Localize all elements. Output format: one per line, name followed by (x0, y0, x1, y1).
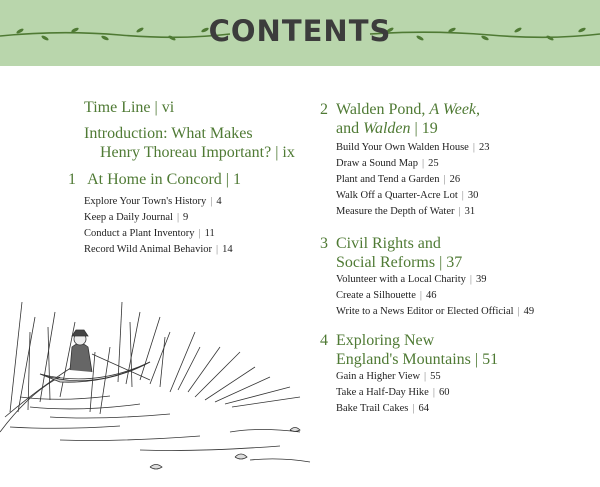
chapter-number: 1 (68, 171, 76, 188)
item-page: 39 (475, 274, 487, 285)
toc-introduction-line1: Introduction: What Makes (84, 125, 253, 142)
chapter-title-line1: Exploring New (336, 332, 435, 349)
chapter-title-italic: A Week, (429, 101, 481, 118)
item-label: Draw a Sound Map (336, 158, 418, 169)
chapter-number: 4 (320, 332, 328, 349)
chapter-number: 2 (320, 101, 328, 118)
page-title: CONTENTS (208, 14, 392, 48)
separator: | (419, 290, 422, 301)
toc-chapter-2[interactable] (320, 100, 480, 138)
item-page: 4 (216, 196, 222, 207)
chapter-title-part: and (336, 120, 364, 137)
toc-item[interactable] (84, 227, 215, 240)
chapter-title-part: Walden Pond, (336, 101, 430, 118)
separator: | (461, 190, 464, 201)
item-label: Measure the Depth of Water (336, 206, 455, 217)
item-page: 49 (523, 306, 535, 317)
separator: | (198, 228, 201, 239)
separator: | (469, 274, 472, 285)
item-page: 64 (418, 403, 429, 414)
toc-introduction[interactable] (84, 124, 295, 162)
item-label: Volunteer with a Local Charity (336, 274, 466, 285)
item-page: 30 (467, 190, 479, 201)
item-label: Conduct a Plant Inventory (84, 228, 195, 239)
item-label: Record Wild Animal Behavior (84, 244, 212, 255)
separator: | (215, 244, 219, 255)
item-page: 9 (183, 212, 189, 223)
item-label: Build Your Own Walden House (336, 142, 469, 153)
item-label: Take a Half-Day Hike (336, 387, 429, 398)
toc-chapter-3[interactable] (320, 234, 462, 272)
item-page: 25 (428, 158, 439, 169)
separator: | (432, 387, 435, 398)
toc-item[interactable] (84, 195, 222, 208)
item-label: Walk Off a Quarter-Acre Lot (336, 190, 458, 201)
separator: | (517, 306, 520, 317)
separator: | (210, 196, 213, 207)
toc-item[interactable] (336, 402, 429, 415)
toc-item[interactable] (336, 173, 460, 186)
chapter-title-line2: Social Reforms | 37 (336, 254, 463, 271)
item-label: Keep a Daily Journal (84, 212, 173, 223)
toc-item[interactable] (336, 386, 449, 399)
toc-chapter-1[interactable] (68, 170, 241, 189)
item-page: 31 (464, 206, 476, 217)
item-page: 60 (438, 387, 450, 398)
chapter-number: 3 (320, 235, 328, 252)
separator: | (424, 371, 427, 382)
toc-timeline[interactable]: Time Line | vi (84, 99, 175, 116)
chapter-title-line1: Civil Rights and (336, 235, 441, 252)
toc-item[interactable] (336, 273, 486, 286)
toc-item[interactable] (336, 289, 437, 302)
item-label: Gain a Higher View (336, 371, 421, 382)
toc-item[interactable] (336, 157, 439, 170)
chapter-title-line2: England's Mountains | 51 (336, 351, 499, 368)
item-label: Bake Trail Cakes (336, 403, 409, 414)
item-page: 55 (430, 371, 441, 382)
separator: | (472, 142, 475, 153)
toc-introduction-line2: Henry Thoreau Important? | ix (100, 144, 295, 161)
toc-item[interactable] (84, 211, 188, 224)
toc-item[interactable] (336, 370, 441, 383)
item-page: 23 (478, 142, 490, 153)
toc-item[interactable] (336, 205, 475, 218)
item-page: 46 (426, 290, 437, 301)
item-label: Plant and Tend a Garden (336, 174, 440, 185)
item-page: 14 (222, 244, 233, 255)
item-label: Write to a News Editor or Elected Official (336, 306, 514, 317)
separator: | (412, 403, 415, 414)
canoe-illustration (0, 292, 320, 487)
separator: | (176, 212, 180, 223)
item-label: Explore Your Town's History (84, 196, 207, 207)
separator: | (458, 206, 461, 217)
item-page: 26 (449, 174, 461, 185)
toc-item[interactable] (336, 305, 534, 318)
toc-item[interactable] (336, 141, 489, 154)
toc-item[interactable] (84, 243, 233, 256)
chapter-title-part: | 19 (410, 120, 438, 137)
item-page: 11 (204, 228, 215, 239)
toc-item[interactable] (336, 189, 478, 202)
separator: | (421, 158, 425, 169)
item-label: Create a Silhouette (336, 290, 416, 301)
chapter-title-italic: Walden (363, 120, 411, 137)
separator: | (443, 174, 446, 185)
chapter-title: At Home in Concord | 1 (87, 171, 241, 188)
toc-chapter-4[interactable] (320, 331, 498, 369)
